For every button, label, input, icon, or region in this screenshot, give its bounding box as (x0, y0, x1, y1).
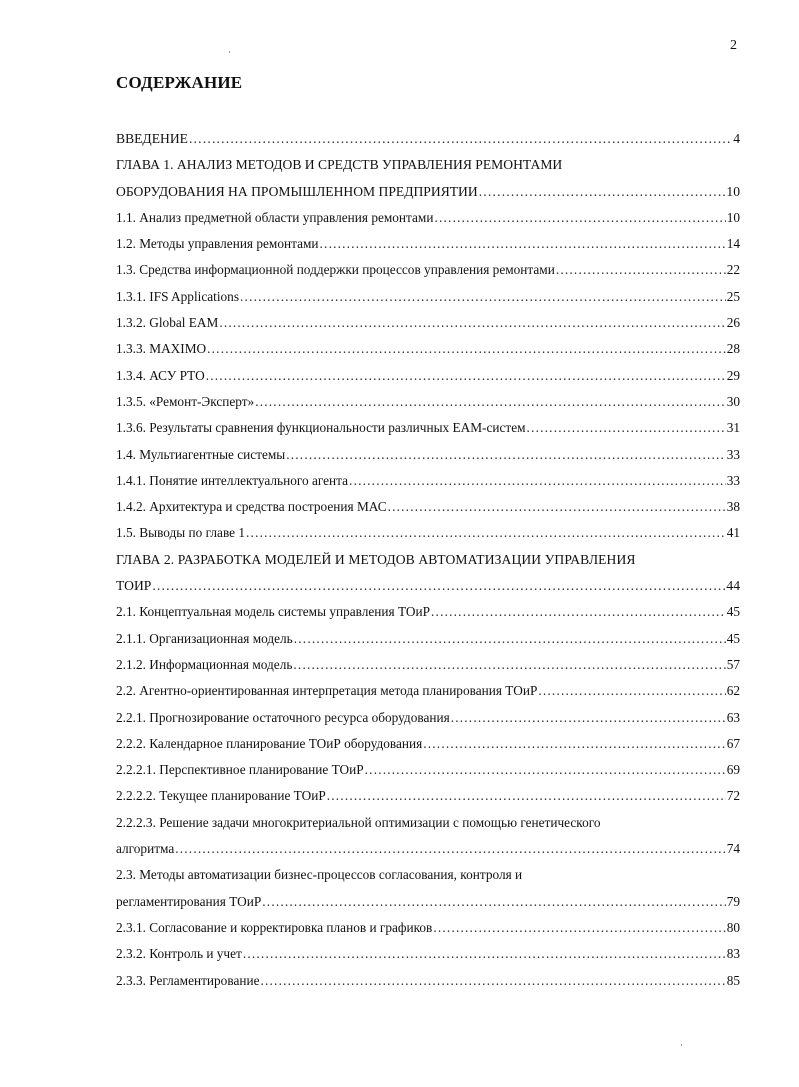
toc-entry-page: 33 (726, 446, 740, 462)
toc-entry-label: ВВЕДЕНИЕ (116, 131, 188, 146)
toc-entry-label: 2.2. Агентно-ориентированная интерпретация метода планирования ТОиР (116, 683, 538, 699)
toc-entry-label: 2.2.1. Прогнозирование остаточного ресурса оборудования (116, 709, 450, 725)
toc-entry-label: 1.3.3. MAXIMO (116, 341, 207, 357)
toc-entry[interactable] (116, 810, 740, 836)
toc-entry-label: 1.5. Выводы по главе 1 (116, 525, 246, 541)
toc-entry-label: 1.4.2. Архитектура и средства построения МАС (116, 499, 387, 515)
toc-entry-page: 72 (726, 788, 740, 804)
toc-entry-page: 85 (726, 972, 740, 988)
leader-dots (240, 284, 726, 310)
toc-entry[interactable] (116, 915, 740, 941)
toc-entry-page: 38 (726, 499, 740, 515)
leader-dots (451, 705, 726, 731)
toc-entry-label: 1.3.5. «Ремонт-Эксперт» (116, 393, 255, 409)
toc-entry-page: 74 (726, 841, 740, 857)
toc-entry-page: 41 (726, 525, 740, 541)
scan-artifact (229, 51, 230, 53)
toc-entry-page: 57 (726, 656, 740, 672)
leader-dots (260, 968, 725, 994)
toc-entry-page: 22 (726, 262, 740, 278)
toc-entry-label: 1.3.4. АСУ РТО (116, 367, 205, 383)
toc-entry[interactable] (116, 231, 740, 257)
toc-entry[interactable] (116, 783, 740, 809)
toc-entry[interactable] (116, 494, 740, 520)
toc-entry-page: 26 (726, 315, 740, 331)
toc-entry[interactable] (116, 520, 740, 546)
toc-entry[interactable] (116, 363, 740, 389)
toc-entry[interactable] (116, 336, 740, 362)
toc-entry[interactable] (116, 968, 740, 994)
leader-dots (479, 179, 726, 205)
leader-dots (434, 205, 725, 231)
toc-entry-label: 2.3.1. Согласование и корректировка планов и графиков (116, 919, 433, 935)
toc-entry[interactable] (116, 705, 740, 731)
toc-entry-label-continuation: регламентирования ТОиР (116, 893, 262, 909)
toc-entry-label: 2.1. Концептуальная модель системы управления ТОиР (116, 604, 431, 620)
leader-dots (175, 836, 725, 862)
toc-entry-label: 2.3.3. Регламентирование (116, 972, 260, 988)
leader-dots (294, 626, 726, 652)
toc-entry-label-continuation: ОБОРУДОВАНИЯ НА ПРОМЫШЛЕННОМ ПРЕДПРИЯТИИ (116, 183, 478, 199)
page-number: 2 (730, 38, 737, 53)
toc-entry[interactable] (116, 284, 740, 310)
leader-dots (255, 389, 726, 415)
toc-entry-label: 1.2. Методы управления ремонтами (116, 236, 319, 252)
toc-entry-page: 44 (726, 578, 740, 594)
leader-dots (246, 520, 726, 546)
toc-entry-page: 10 (726, 183, 740, 199)
toc-entry-label: 2.2.2.3. Решение задачи многокритериальной оптимизации с помощью генетического (116, 814, 601, 830)
toc-entry[interactable] (116, 757, 740, 783)
toc-entry-page: 33 (726, 472, 740, 488)
toc-entry[interactable] (116, 941, 740, 967)
leader-dots (207, 336, 726, 362)
toc-entry-label: 1.3.1. IFS Applications (116, 288, 240, 304)
leader-dots (365, 757, 726, 783)
toc-entry-page: 4 (733, 131, 740, 146)
toc-entry-page: 28 (726, 341, 740, 357)
toc-entry[interactable] (116, 678, 740, 704)
toc-entry-page: 67 (726, 735, 740, 751)
toc-entry-page: 63 (726, 709, 740, 725)
toc-entry-chapter-2[interactable] (116, 547, 740, 573)
toc-entry-page: 45 (726, 630, 740, 646)
leader-dots (152, 573, 725, 599)
leader-dots (243, 941, 726, 967)
toc-entry-label-continuation: алгоритма (116, 841, 175, 857)
toc-entry-label: ГЛАВА 1. АНАЛИЗ МЕТОДОВ И СРЕДСТВ УПРАВЛЕНИЯ РЕМОНТАМИ (116, 157, 563, 173)
toc-entry-page: 79 (726, 893, 740, 909)
leader-dots (431, 599, 726, 625)
toc-entry-label: 1.3.2. Global EAM (116, 315, 219, 331)
toc-entry-chapter-1-continuation[interactable] (116, 179, 740, 205)
toc-entry-label: 2.3.2. Контроль и учет (116, 946, 242, 962)
toc-entry[interactable] (116, 442, 740, 468)
toc-entry-label: 1.4. Мультиагентные системы (116, 446, 286, 462)
toc-entry-continuation[interactable] (116, 889, 740, 915)
toc-entry-label: 1.3.6. Результаты сравнения функциональности различных ЕАМ-систем (116, 420, 526, 436)
leader-dots (286, 442, 725, 468)
toc-entry[interactable] (116, 468, 740, 494)
toc-entry-chapter-1[interactable] (116, 152, 740, 178)
toc-entry-page: 30 (726, 393, 740, 409)
toc-entry-label-continuation: ТОИР (116, 578, 152, 594)
leader-dots (423, 731, 725, 757)
toc-entry-page: 25 (726, 288, 740, 304)
toc-entry-page: 62 (726, 683, 740, 699)
toc-entry-page: 83 (726, 946, 740, 962)
table-of-contents (116, 126, 740, 994)
leader-dots (219, 310, 725, 336)
page-title: СОДЕРЖАНИЕ (116, 73, 243, 92)
leader-dots (388, 494, 726, 520)
toc-entry-chapter-2-continuation[interactable] (116, 573, 740, 599)
toc-entry-label: 2.2.2.2. Текущее планирование ТОиР (116, 788, 326, 804)
toc-entry[interactable] (116, 415, 740, 441)
toc-entry-label: 2.1.2. Информационная модель (116, 656, 293, 672)
toc-entry-page: 29 (726, 367, 740, 383)
toc-entry[interactable] (116, 652, 740, 678)
toc-entry-page: 80 (726, 919, 740, 935)
leader-dots (556, 257, 726, 283)
leader-dots (349, 468, 726, 494)
toc-entry-label: 2.2.2. Календарное планирование ТОиР оборудования (116, 735, 423, 751)
leader-dots (538, 678, 725, 704)
toc-entry-label: 2.1.1. Организационная модель (116, 630, 293, 646)
toc-entry-page: 45 (726, 604, 740, 620)
toc-entry[interactable] (116, 731, 740, 757)
toc-entry[interactable] (116, 257, 740, 283)
toc-entry[interactable] (116, 862, 740, 888)
toc-entry-label: 2.2.2.1. Перспективное планирование ТОиР (116, 762, 364, 778)
toc-entry-page: 31 (726, 420, 740, 436)
toc-entry-label: 2.3. Методы автоматизации бизнес-процессов согласования, контроля и (116, 867, 523, 883)
toc-entry-introduction[interactable] (116, 126, 740, 152)
toc-entry[interactable] (116, 599, 740, 625)
toc-entry[interactable] (116, 310, 740, 336)
leader-dots (527, 415, 726, 441)
toc-entry[interactable] (116, 389, 740, 415)
toc-entry-label: 1.4.1. Понятие интеллектуального агента (116, 472, 349, 488)
leader-dots (189, 126, 732, 152)
toc-entry[interactable] (116, 626, 740, 652)
toc-entry-continuation[interactable] (116, 836, 740, 862)
leader-dots (320, 231, 726, 257)
toc-entry-page: 10 (726, 209, 740, 225)
toc-entry-label: 1.3. Средства информационной поддержки процессов управления ремонтами (116, 262, 555, 278)
toc-entry[interactable] (116, 205, 740, 231)
toc-entry-page: 14 (726, 236, 740, 252)
leader-dots (327, 783, 726, 809)
leader-dots (206, 363, 726, 389)
toc-entry-page: 69 (726, 762, 740, 778)
toc-entry-label: 1.1. Анализ предметной области управления ремонтами (116, 209, 434, 225)
toc-entry-label: ГЛАВА 2. РАЗРАБОТКА МОДЕЛЕЙ И МЕТОДОВ АВТОМАТИЗАЦИИ УПРАВЛЕНИЯ (116, 551, 636, 567)
leader-dots (433, 915, 725, 941)
leader-dots (293, 652, 725, 678)
leader-dots (262, 889, 725, 915)
scan-artifact (681, 1044, 682, 1046)
